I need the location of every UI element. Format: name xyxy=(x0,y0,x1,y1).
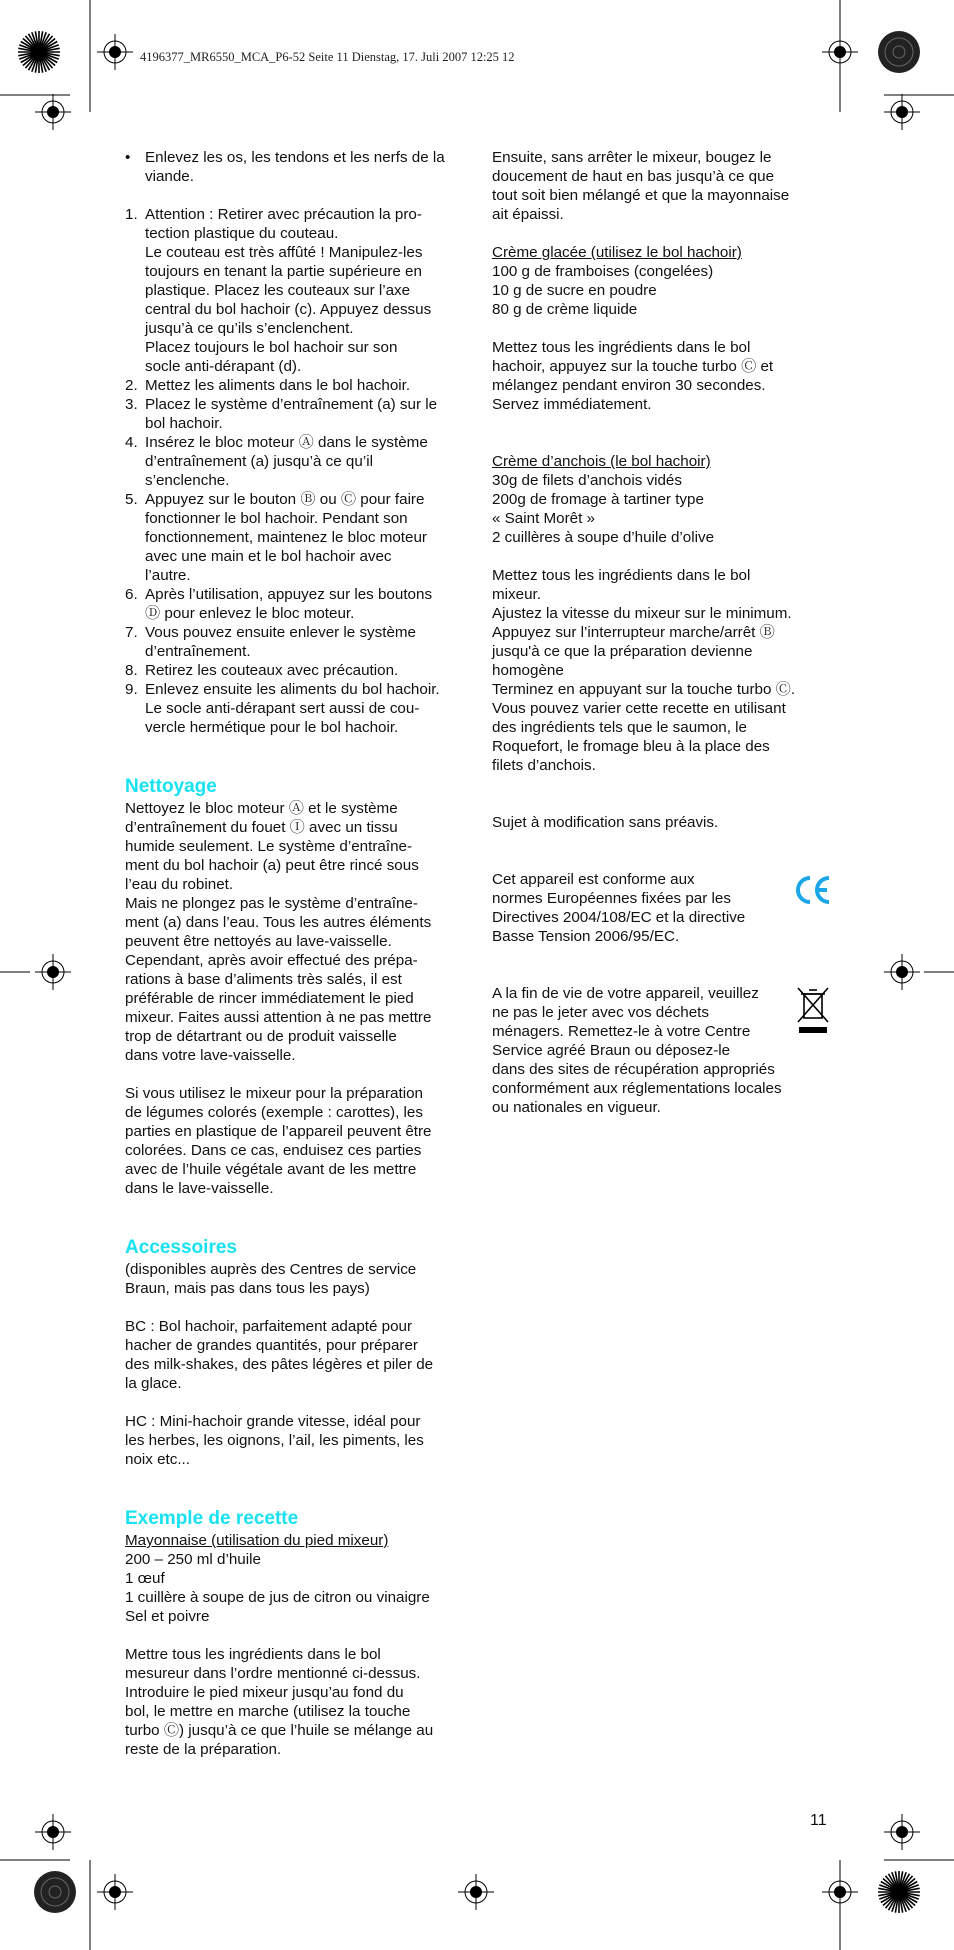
nettoyage-line: de légumes colorés (exemple : carottes), les xyxy=(125,1104,423,1121)
recipe-line: mixeur. xyxy=(492,586,541,603)
accessoire-bc xyxy=(125,1317,465,1393)
step-item xyxy=(125,585,465,623)
nettoyage-line: peuvent être nettoyés au lave-vaisselle. xyxy=(125,933,392,950)
disposal-line: dans des sites de récupération appropriés xyxy=(492,1061,775,1078)
recipe-line: Introduire le pied mixeur jusqu’au fond du xyxy=(125,1684,404,1701)
step-line: fonctionnement, maintenez le bloc moteur xyxy=(145,529,427,546)
ingredient-line: 100 g de framboises (congelées) xyxy=(492,263,714,280)
section-title-nettoyage: Nettoyage xyxy=(125,776,217,797)
disposal-line: Service agréé Braun ou déposez-le xyxy=(492,1042,731,1059)
step-line: Le couteau est très affûté ! Manipulez-les xyxy=(145,244,423,261)
recipe-line: filets d’anchois. xyxy=(492,757,596,774)
step-text xyxy=(145,680,440,737)
color-wheel-icon xyxy=(877,30,921,74)
step-line: Insérez le bloc moteur Ⓐ dans le système xyxy=(145,434,428,451)
recipe-ingredients xyxy=(492,262,832,319)
disposal-line: conformément aux réglementations locales xyxy=(492,1080,782,1097)
step-text xyxy=(145,395,437,433)
step-number: 9. xyxy=(125,681,138,698)
step-line: Retirez les couteaux avec précaution. xyxy=(145,662,399,679)
disposal-line: ménagers. Remettez-le à votre Centre xyxy=(492,1023,751,1040)
step-text xyxy=(145,661,398,680)
step-line: vercle hermétique pour le bol hachoir. xyxy=(145,719,399,736)
registration-mark-icon xyxy=(456,1872,496,1912)
registration-mark-icon xyxy=(95,1872,135,1912)
recipe-title-creme-glacee: Crème glacée (utilisez le bol hachoir) xyxy=(492,244,742,261)
recipe-line: des ingrédients tels que le saumon, le xyxy=(492,719,747,736)
registration-mark-icon xyxy=(882,952,922,992)
registration-mark-icon xyxy=(882,92,922,132)
accessoires-line: HC : Mini-hachoir grande vitesse, idéal pour xyxy=(125,1413,421,1430)
step-line: bol hachoir. xyxy=(145,415,223,432)
step-text xyxy=(145,376,410,395)
registration-mark-icon xyxy=(33,92,73,132)
step-line: Enlevez ensuite les aliments du bol hachoir. xyxy=(145,681,440,698)
nettoyage-line: humide seulement. Le système d’entraîne- xyxy=(125,838,413,855)
conformity-line: Basse Tension 2006/95/EC. xyxy=(492,928,680,945)
nettoyage-line: trop de détartrant ou de produit vaisselle xyxy=(125,1028,397,1045)
nettoyage-line: dans le lave-vaisselle. xyxy=(125,1180,274,1197)
recipe-title-mayonnaise: Mayonnaise (utilisation du pied mixeur) xyxy=(125,1532,389,1549)
disposal-line: ou nationales en vigueur. xyxy=(492,1099,661,1116)
ingredient-line: 200 – 250 ml d’huile xyxy=(125,1551,261,1568)
nettoyage-line: préférable de rincer immédiatement le pied xyxy=(125,990,414,1007)
recipe-line: jusqu'à ce que la préparation devienne xyxy=(492,643,753,660)
accessoires-line: les herbes, les oignons, l’ail, les piments, les xyxy=(125,1432,424,1449)
registration-mark-icon xyxy=(820,32,860,72)
recipe-line: Mettre tous les ingrédients dans le bol xyxy=(125,1646,381,1663)
bullet-text: Enlevez les os, les tendons et les nerfs de la viande. xyxy=(145,149,445,185)
bullet-item xyxy=(125,148,465,186)
disposal-line: ne pas le jeter avec vos déchets xyxy=(492,1004,709,1021)
disposal-block xyxy=(492,984,832,1117)
accessoires-line: hacher de grandes quantités, pour préparer xyxy=(125,1337,418,1354)
step-line: Placez le système d’entraînement (a) sur le xyxy=(145,396,438,413)
ingredient-line: 30g de filets d’anchois vidés xyxy=(492,472,682,489)
ingredient-line: 1 œuf xyxy=(125,1570,165,1587)
section-title-accessoires: Accessoires xyxy=(125,1237,237,1258)
step-item xyxy=(125,205,465,376)
step-number: 7. xyxy=(125,624,138,641)
nettoyage-line: Cependant, après avoir effectué des prépa- xyxy=(125,952,418,969)
recipe-title-creme-anchois: Crème d’anchois (le bol hachoir) xyxy=(492,453,711,470)
nettoyage-line: ment du bol hachoir (a) peut être rincé sous xyxy=(125,857,419,874)
nettoyage-line: Nettoyez le bloc moteur Ⓐ et le système xyxy=(125,800,398,817)
accessoires-line: Braun, mais pas dans tous les pays) xyxy=(125,1280,370,1297)
nettoyage-line: avec de l’huile végétale avant de les mettre xyxy=(125,1161,417,1178)
accessoires-line: noix etc... xyxy=(125,1451,190,1468)
step-line: plastique. Placez les couteaux sur l’axe xyxy=(145,282,411,299)
step-number: 5. xyxy=(125,491,138,508)
recipe-line: Servez immédiatement. xyxy=(492,396,652,413)
step-item xyxy=(125,661,465,680)
step-line: tection plastique du couteau. xyxy=(145,225,339,242)
disposal-line: A la fin de vie de votre appareil, veuillez xyxy=(492,985,759,1002)
step-number: 1. xyxy=(125,206,138,223)
section-title-recette: Exemple de recette xyxy=(125,1508,299,1529)
conformity-text xyxy=(492,870,784,946)
registration-mark-icon xyxy=(820,1872,860,1912)
recipe-line: Ensuite, sans arrêter le mixeur, bougez le xyxy=(492,149,772,166)
star-wheel-icon xyxy=(877,1870,921,1914)
step-line: Après l’utilisation, appuyez sur les boutons xyxy=(145,586,433,603)
step-item xyxy=(125,623,465,661)
right-column xyxy=(492,148,832,1117)
step-text xyxy=(145,205,431,376)
step-number: 4. xyxy=(125,434,138,451)
recipe-line: bol, le mettre en marche (utilisez la touche xyxy=(125,1703,411,1720)
recipe-ingredients xyxy=(492,471,832,547)
disposal-text xyxy=(492,984,784,1117)
ingredient-line: 200g de fromage à tartiner type xyxy=(492,491,704,508)
registration-mark-icon xyxy=(33,1812,73,1852)
step-line: d’entraînement (a) jusqu’à ce qu’il xyxy=(145,453,373,470)
ingredient-line: « Saint Morêt » xyxy=(492,510,595,527)
step-line: jusqu’à ce qu’ils s’enclenchent. xyxy=(145,320,354,337)
recipe-line: mélangez pendant environ 30 secondes. xyxy=(492,377,766,394)
nettoyage-line: dans votre lave-vaisselle. xyxy=(125,1047,296,1064)
nettoyage-line: rations à base d’aliments très salés, il est xyxy=(125,971,402,988)
step-item xyxy=(125,395,465,433)
bullet-dot: • xyxy=(125,149,131,166)
step-text xyxy=(145,490,427,585)
accessoires-line: BC : Bol hachoir, parfaitement adapté pour xyxy=(125,1318,413,1335)
conformity-block xyxy=(492,870,832,946)
nettoyage-line: Mais ne plongez pas le système d’entraîne- xyxy=(125,895,418,912)
ingredient-line: Sel et poivre xyxy=(125,1608,210,1625)
accessoires-line: (disponibles auprès des Centres de service xyxy=(125,1261,417,1278)
star-wheel-icon xyxy=(17,30,61,74)
nettoyage-line: ment (a) dans l’eau. Tous les autres éléments xyxy=(125,914,432,931)
nettoyage-line: d’entraînement du fouet Ⓘ avec un tissu xyxy=(125,819,398,836)
registration-mark-icon xyxy=(33,952,73,992)
registration-mark-icon xyxy=(882,1812,922,1852)
step-text xyxy=(145,585,432,623)
nettoyage-line: mixeur. Faites aussi attention à ne pas mettre xyxy=(125,1009,432,1026)
step-text xyxy=(145,433,428,490)
recipe-instructions xyxy=(492,338,832,414)
ingredient-line: 10 g de sucre en poudre xyxy=(492,282,657,299)
step-line: d’entraînement. xyxy=(145,643,251,660)
crossed-bin-icon xyxy=(794,984,832,1036)
recipe-line: turbo Ⓒ) jusqu’à ce que l’huile se mélange au xyxy=(125,1722,434,1739)
nettoyage-line: colorées. Dans ce cas, enduisez ces parties xyxy=(125,1142,422,1159)
step-item xyxy=(125,490,465,585)
recipe-line: Terminez en appuyant sur la touche turbo Ⓒ. xyxy=(492,681,796,698)
step-item xyxy=(125,376,465,395)
nettoyage-line: parties en plastique de l’appareil peuvent être xyxy=(125,1123,432,1140)
accessoires-line: la glace. xyxy=(125,1375,182,1392)
ingredient-line: 2 cuillères à soupe d’huile d’olive xyxy=(492,529,715,546)
accessoire-hc xyxy=(125,1412,465,1469)
print-slug: 4196377_MR6550_MCA_P6-52 Seite 11 Dienstag, 17. Juli 2007 12:25 12 xyxy=(140,50,515,64)
step-number: 6. xyxy=(125,586,138,603)
step-number: 2. xyxy=(125,377,138,394)
registration-mark-icon xyxy=(95,32,135,72)
recipe-line: Vous pouvez varier cette recette en utilisant xyxy=(492,700,786,717)
step-item xyxy=(125,680,465,737)
recipe-line: Roquefort, le fromage bleu à la place des xyxy=(492,738,770,755)
recipe-line: hachoir, appuyez sur la touche turbo Ⓒ et xyxy=(492,358,774,375)
recipe-instructions xyxy=(492,566,832,775)
conformity-line: Cet appareil est conforme aux xyxy=(492,871,695,888)
accessoires-line: des milk-shakes, des pâtes légères et piler de xyxy=(125,1356,434,1373)
recipe-line: doucement de haut en bas jusqu’à ce que xyxy=(492,168,775,185)
step-line: Placez toujours le bol hachoir sur son xyxy=(145,339,398,356)
recipe-line: Mettez tous les ingrédients dans le bol xyxy=(492,339,751,356)
recipe-line: mesureur dans l’ordre mentionné ci-dessus. xyxy=(125,1665,421,1682)
step-line: Appuyez sur le bouton Ⓑ ou Ⓒ pour faire xyxy=(145,491,425,508)
step-line: fonctionner le bol hachoir. Pendant son xyxy=(145,510,408,527)
step-line: Mettez les aliments dans le bol hachoir. xyxy=(145,377,411,394)
step-line: Attention : Retirer avec précaution la pro- xyxy=(145,206,422,223)
step-line: socle anti-dérapant (d). xyxy=(145,358,302,375)
step-line: central du bol hachoir (c). Appuyez dessus xyxy=(145,301,432,318)
recipe-ingredients xyxy=(125,1550,465,1626)
step-line: s’enclenche. xyxy=(145,472,230,489)
step-item xyxy=(125,433,465,490)
step-number: 8. xyxy=(125,662,138,679)
recipe-line: ait épaissi. xyxy=(492,206,564,223)
page-number: 11 xyxy=(810,1812,827,1829)
recipe-line: homogène xyxy=(492,662,564,679)
ce-mark-icon xyxy=(792,872,832,908)
recipe-line: tout soit bien mélangé et que la mayonnaise xyxy=(492,187,790,204)
nettoyage-line: l’eau du robinet. xyxy=(125,876,234,893)
step-line: Ⓓ pour enlevez le bloc moteur. xyxy=(145,605,355,622)
step-line: toujours en tenant la partie supérieure en xyxy=(145,263,422,280)
ingredient-line: 80 g de crème liquide xyxy=(492,301,638,318)
nettoyage-line: Si vous utilisez le mixeur pour la préparation xyxy=(125,1085,423,1102)
conformity-line: normes Européennes fixées par les xyxy=(492,890,731,907)
nettoyage-paragraph-colors xyxy=(125,1084,465,1198)
conformity-line: Directives 2004/108/EC et la directive xyxy=(492,909,746,926)
step-line: Le socle anti-dérapant sert aussi de cou- xyxy=(145,700,420,717)
step-number: 3. xyxy=(125,396,138,413)
step-line: Vous pouvez ensuite enlever le système xyxy=(145,624,417,641)
recipe-line: Mettez tous les ingrédients dans le bol xyxy=(492,567,751,584)
recipe-line: reste de la préparation. xyxy=(125,1741,282,1758)
instruction-steps xyxy=(125,205,465,737)
recipe-continuation xyxy=(492,148,832,224)
accessoires-availability xyxy=(125,1260,465,1298)
ingredient-line: 1 cuillère à soupe de jus de citron ou vinaigre xyxy=(125,1589,430,1606)
recipe-line: Appuyez sur l’interrupteur marche/arrêt Ⓑ xyxy=(492,624,775,641)
left-column xyxy=(125,148,465,1759)
modification-notice: Sujet à modification sans préavis. xyxy=(492,814,719,831)
step-text xyxy=(145,623,416,661)
recipe-line: Ajustez la vitesse du mixeur sur le minimum. xyxy=(492,605,792,622)
step-line: l’autre. xyxy=(145,567,191,584)
nettoyage-paragraph xyxy=(125,799,465,1065)
step-line: avec une main et le bol hachoir avec xyxy=(145,548,392,565)
recipe-instructions xyxy=(125,1645,465,1759)
color-wheel-icon xyxy=(33,1870,77,1914)
